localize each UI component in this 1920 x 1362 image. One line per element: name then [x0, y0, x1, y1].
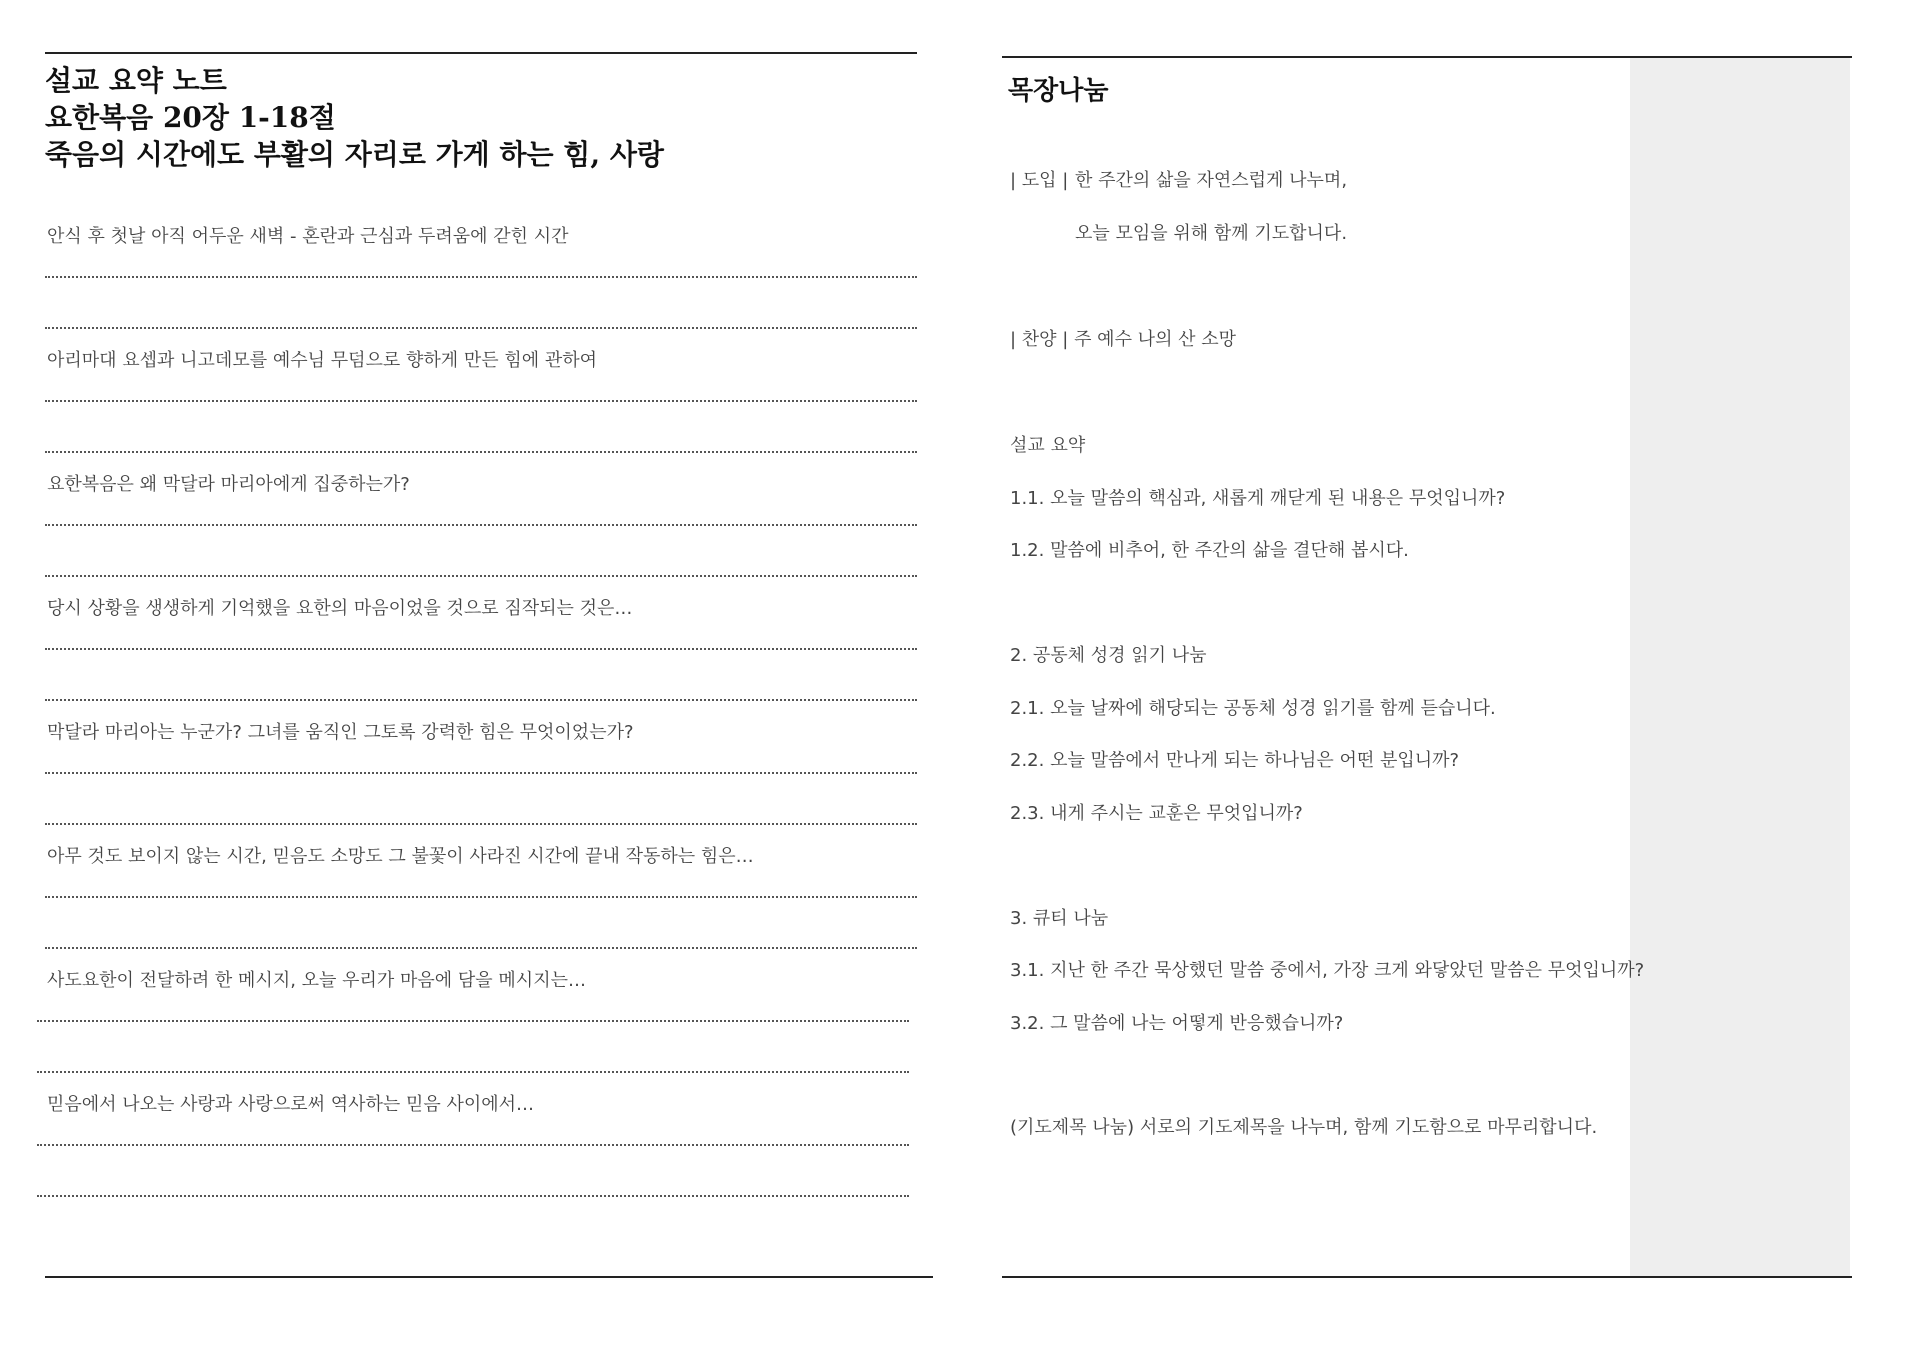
- note-prompt: 믿음에서 나오는 사랑과 사랑으로써 역사하는 믿음 사이에서…: [47, 1094, 535, 1115]
- writing-line[interactable]: [37, 1071, 909, 1073]
- closing-line: (기도제목 나눔) 서로의 기도제목을 나누며, 함께 기도함으로 마무리합니다.: [1010, 1117, 1598, 1138]
- note-item: [45, 334, 925, 458]
- intro-text-1: 한 주간의 삶을 자연스럽게 나누며,: [1075, 170, 1348, 191]
- question-2-3: 2.3. 내게 주시는 교훈은 무엇입니까?: [1010, 803, 1303, 824]
- writing-line[interactable]: [45, 327, 917, 329]
- writing-line[interactable]: [45, 575, 917, 577]
- note-prompt: 아무 것도 보이지 않는 시간, 믿음도 소망도 그 불꽃이 사라진 시간에 끝내 작동하는 힘은…: [47, 846, 754, 867]
- writing-line[interactable]: [37, 1020, 909, 1022]
- note-item: [45, 830, 925, 954]
- question-1-2: 1.2. 말씀에 비추어, 한 주간의 삶을 결단해 봅시다.: [1010, 540, 1409, 561]
- note-item: [45, 582, 925, 706]
- note-prompt: 아리마대 요셉과 니고데모를 예수님 무덤으로 향하게 만든 힘에 관하여: [47, 350, 598, 371]
- writing-line[interactable]: [45, 823, 917, 825]
- writing-line[interactable]: [45, 896, 917, 898]
- writing-line[interactable]: [45, 524, 917, 526]
- note-prompt: 안식 후 첫날 아직 어두운 새벽 - 혼란과 근심과 두려움에 갇힌 시간: [47, 226, 569, 247]
- note-item: [45, 210, 925, 334]
- note-prompt: 사도요한이 전달하려 한 메시지, 오늘 우리가 마음에 담을 메시지는…: [47, 970, 586, 991]
- writing-line[interactable]: [45, 400, 917, 402]
- writing-line[interactable]: [45, 276, 917, 278]
- note-prompt: 요한복음은 왜 막달라 마리아에게 집중하는가?: [47, 474, 410, 495]
- writing-line[interactable]: [37, 1195, 909, 1197]
- question-2-1: 2.1. 오늘 날짜에 해당되는 공동체 성경 읽기를 함께 듣습니다.: [1010, 698, 1496, 719]
- question-2-2: 2.2. 오늘 말씀에서 만나게 되는 하나님은 어떤 분입니까?: [1010, 750, 1460, 771]
- question-1-1: 1.1. 오늘 말씀의 핵심과, 새롭게 깨닫게 된 내용은 무엇입니까?: [1010, 488, 1506, 509]
- scripture-reference: 요한복음 20장 1-18절: [45, 101, 336, 134]
- small-group-sharing-page: [960, 0, 1920, 1362]
- note-prompt: 당시 상황을 생생하게 기억했을 요한의 마음이었을 것으로 짐작되는 것은…: [47, 598, 633, 619]
- intro-label: | 도입 |: [1010, 170, 1069, 191]
- note-prompt: 막달라 마리아는 누군가? 그녀를 움직인 그토록 강력한 힘은 무엇이었는가?: [47, 722, 634, 743]
- writing-line[interactable]: [45, 947, 917, 949]
- writing-line[interactable]: [45, 648, 917, 650]
- note-item: [45, 458, 925, 582]
- intro-text-2: 오늘 모임을 위해 함께 기도합니다.: [1075, 223, 1348, 244]
- bottom-rule: [1002, 1276, 1852, 1278]
- sermon-title-block: [45, 62, 925, 173]
- question-3-2: 3.2. 그 말씀에 나는 어떻게 반응했습니까?: [1010, 1013, 1344, 1034]
- writing-line[interactable]: [45, 772, 917, 774]
- bottom-rule: [45, 1276, 933, 1278]
- writing-line[interactable]: [45, 699, 917, 701]
- praise-line: | 찬양 | 주 예수 나의 산 소망: [1010, 329, 1237, 350]
- summary-heading: 설교 요약: [1010, 435, 1086, 456]
- question-3-1: 3.1. 지난 한 주간 묵상했던 말씀 중에서, 가장 크게 와닿았던 말씀은 무엇입니까?: [1010, 960, 1645, 981]
- note-item: [45, 954, 925, 1078]
- writing-line[interactable]: [45, 451, 917, 453]
- top-rule: [45, 52, 917, 54]
- notes-heading: 설교 요약 노트: [45, 64, 227, 97]
- page-title: 목장나눔: [1008, 76, 1109, 106]
- top-rule: [1002, 56, 1852, 58]
- note-item: [45, 1078, 925, 1202]
- notes-list: [45, 210, 925, 1202]
- section-3-heading: 3. 큐티 나눔: [1010, 908, 1109, 929]
- note-item: [45, 706, 925, 830]
- shaded-margin: [1630, 56, 1850, 1276]
- section-2-heading: 2. 공동체 성경 읽기 나눔: [1010, 645, 1207, 666]
- writing-line[interactable]: [37, 1144, 909, 1146]
- sermon-title: 죽음의 시간에도 부활의 자리로 가게 하는 힘, 사랑: [45, 138, 664, 171]
